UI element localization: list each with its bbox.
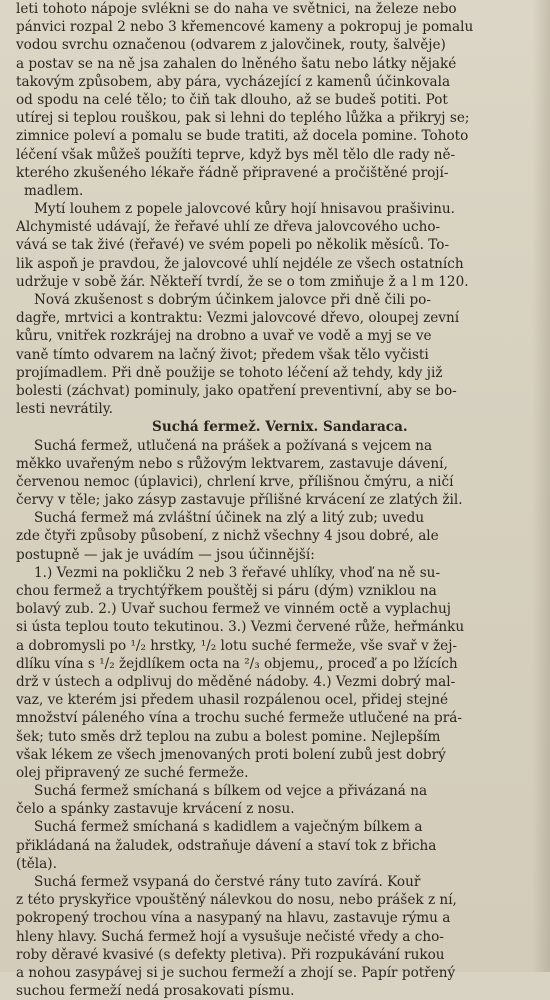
text-line: hleny hlavy. Suchá fermež hojí a vysušuje nečisté vředy a cho- (16, 928, 444, 945)
page-text (16, 0, 534, 1000)
text-line: drž v ústech a odplivuj do měděné nádoby. 4.) Vezmi dobrý mal- (16, 673, 456, 690)
text-line: dagře, mrtvici a kontraktu: Vezmi jalovcové dřevo, oloupej zevní (16, 310, 460, 327)
text-line: pokropený trochou vína a nasypaný na hlavu, zastavuje rýmu a (16, 910, 451, 927)
text-line: přikládaná na žaludek, odstraňuje dávení a staví tok z břicha (16, 837, 437, 854)
text-line: však lékem ze všech jmenovaných proti bolení zubů jest dobrý (16, 746, 446, 763)
paragraph-start: Suchá fermež má zvláštní účinek na zlý a litý zub; uvedu (34, 510, 425, 527)
text-line: a dobromysli po ¹/₂ hrstky, ¹/₂ lotu suché fermeže, vše svař v žej- (16, 637, 458, 654)
text-line: (těla). (16, 855, 57, 872)
text-line: suchou fermeží nedá prosakovati písmu. (16, 983, 295, 1000)
text-line: bolesti (záchvat) pominuly, jako opatření preventivní, aby se bo- (16, 382, 457, 399)
text-line: šek; tuto směs drž teplou na zubu a bolest pomine. Nejlepším (16, 728, 441, 745)
text-line: červy v těle; jako zásyp zastavuje přílišné krvácení ze zlatých žil. (16, 492, 463, 509)
text-line: postupně — jak je uvádím — jsou účinnější: (16, 546, 315, 563)
text-line: červenou nemoc (úplavici), chrlení krve, přílišnou čmýru, a ničí (16, 473, 454, 490)
text-line: si ústa teplou touto tekutinou. 3.) Vezmi červené růže, heřmánku (16, 619, 465, 636)
text-line: kterého zkušeného lékaře řádně připravené a pročištěné projí- (16, 164, 449, 181)
paragraph-start: Mytí louhem z popele jalovcové kůry hojí hnisavou prašivinu. (34, 201, 455, 218)
text-line: madlem. (24, 182, 84, 199)
page-edge-shadow (532, 0, 550, 972)
text-line: pánvici rozpal 2 nebo 3 křemencové kameny a pokropuj je pomalu (16, 19, 474, 36)
text-line: vává se tak živé (řeřavé) ve svém popeli po několik měsíců. To- (16, 237, 450, 254)
text-line: udržuje v sobě žár. Někteří tvrdí, že se o tom zmiňuje ž a l m 120. (16, 273, 469, 290)
paragraph-start: Suchá fermež vsypaná do čerstvé rány tuto zavírá. Kouř (34, 874, 421, 890)
paragraph-start: Suchá fermež smíchaná s kadidlem a vaječným bílkem a (34, 819, 423, 836)
section-heading: Suchá fermež. Vernix. Sandaraca. (152, 419, 408, 436)
text-line: projímadlem. Při dně použije se tohoto léčení až tehdy, kdy již (16, 364, 443, 381)
text-line: utírej si teplou rouškou, pak si lehni do teplého lůžka a přikryj se; (16, 110, 470, 127)
text-line: měkko uvařeným nebo s růžovým lektvarem, zastavuje dávení, (16, 455, 448, 472)
text-line: léčení však můžeš použíti teprve, když bys měl tělo dle rady ně- (16, 146, 456, 163)
text-line: kůru, vnitřek rozkrájej na drobno a uvař ve vodě a myj se ve (16, 328, 432, 345)
text-line: a nohou zasypávej si je suchou fermeží a zhojí se. Papír potřený (16, 964, 456, 981)
text-line: zde čtyři způsoby působení, z nichž všechny 4 jsou dobré, ale (16, 528, 439, 545)
text-line: leti tohoto nápoje svlékni se do naha ve světnici, na železe nebo (16, 1, 457, 17)
text-line: Alchymisté udávají, že řeřavé uhlí ze dřeva jalovcového ucho- (16, 219, 441, 236)
text-line: roby děravé kvasivé (s defekty pletiva). Při rozpukávání rukou (16, 946, 445, 963)
text-line: lik aspoň je pravdou, že jalovcové uhlí nejdéle ze všech ostatních (16, 255, 464, 272)
text-line: lesti nevrátily. (16, 401, 113, 418)
text-line: a postav se na ně jsa zahalen do lněného šatu nebo látky nějaké (16, 55, 457, 72)
text-line: takovým způsobem, aby pára, vycházející z kamenů účinkovala (16, 73, 451, 90)
paragraph-start: 1.) Vezmi na pokličku 2 neb 3 řeřavé uhlíky, vhoď na ně su- (34, 564, 441, 581)
text-line: zimnice poleví a pomalu se bude tratiti, až docela pomine. Tohoto (16, 128, 469, 145)
paragraph-start: Suchá fermež, utlučená na prášek a požívaná s vejcem na (34, 437, 433, 454)
text-line: z této pryskyřice vpouštěný nálevkou do nosu, nebo prášek z ní, (16, 892, 457, 909)
paragraph-start: Suchá fermež smíchaná s bílkem od vejce a přivázaná na (34, 783, 428, 800)
text-line: vodou svrchu označenou (odvarem z jalovčinek, routy, šalvěje) (16, 37, 446, 54)
text-line: vaně tímto odvarem na lačný život; předem však tělo vyčisti (16, 346, 429, 363)
text-line: od spodu na celé tělo; to čiň tak dlouho, až se budeš potiti. Pot (16, 91, 448, 108)
text-line: bolavý zub. 2.) Uvař suchou fermež ve vinném octě a vyplachuj (16, 601, 452, 618)
text-line: olej připravený ze suché fermeže. (16, 764, 249, 781)
text-line: čelo a spánky zastavuje krvácení z nosu. (16, 801, 295, 818)
text-line: dlíku vína s ¹/₂ žejdlíkem octa na ²/₃ objemu,, proceď a po lžících (16, 655, 458, 672)
text-line: množství páleného vína a trochu suché fermeže utlučené na prá- (16, 710, 462, 727)
paragraph-start: Nová zkušenost s dobrým účinkem jalovce při dně čili po- (34, 292, 431, 308)
text-line: chou fermež a trychtýřkem pouštěj si páru (dým) vzniklou na (16, 583, 437, 599)
text-line: vaz, ve kterém jsi předem uhasil rozpálenou ocel, přidej stejné (16, 692, 449, 709)
